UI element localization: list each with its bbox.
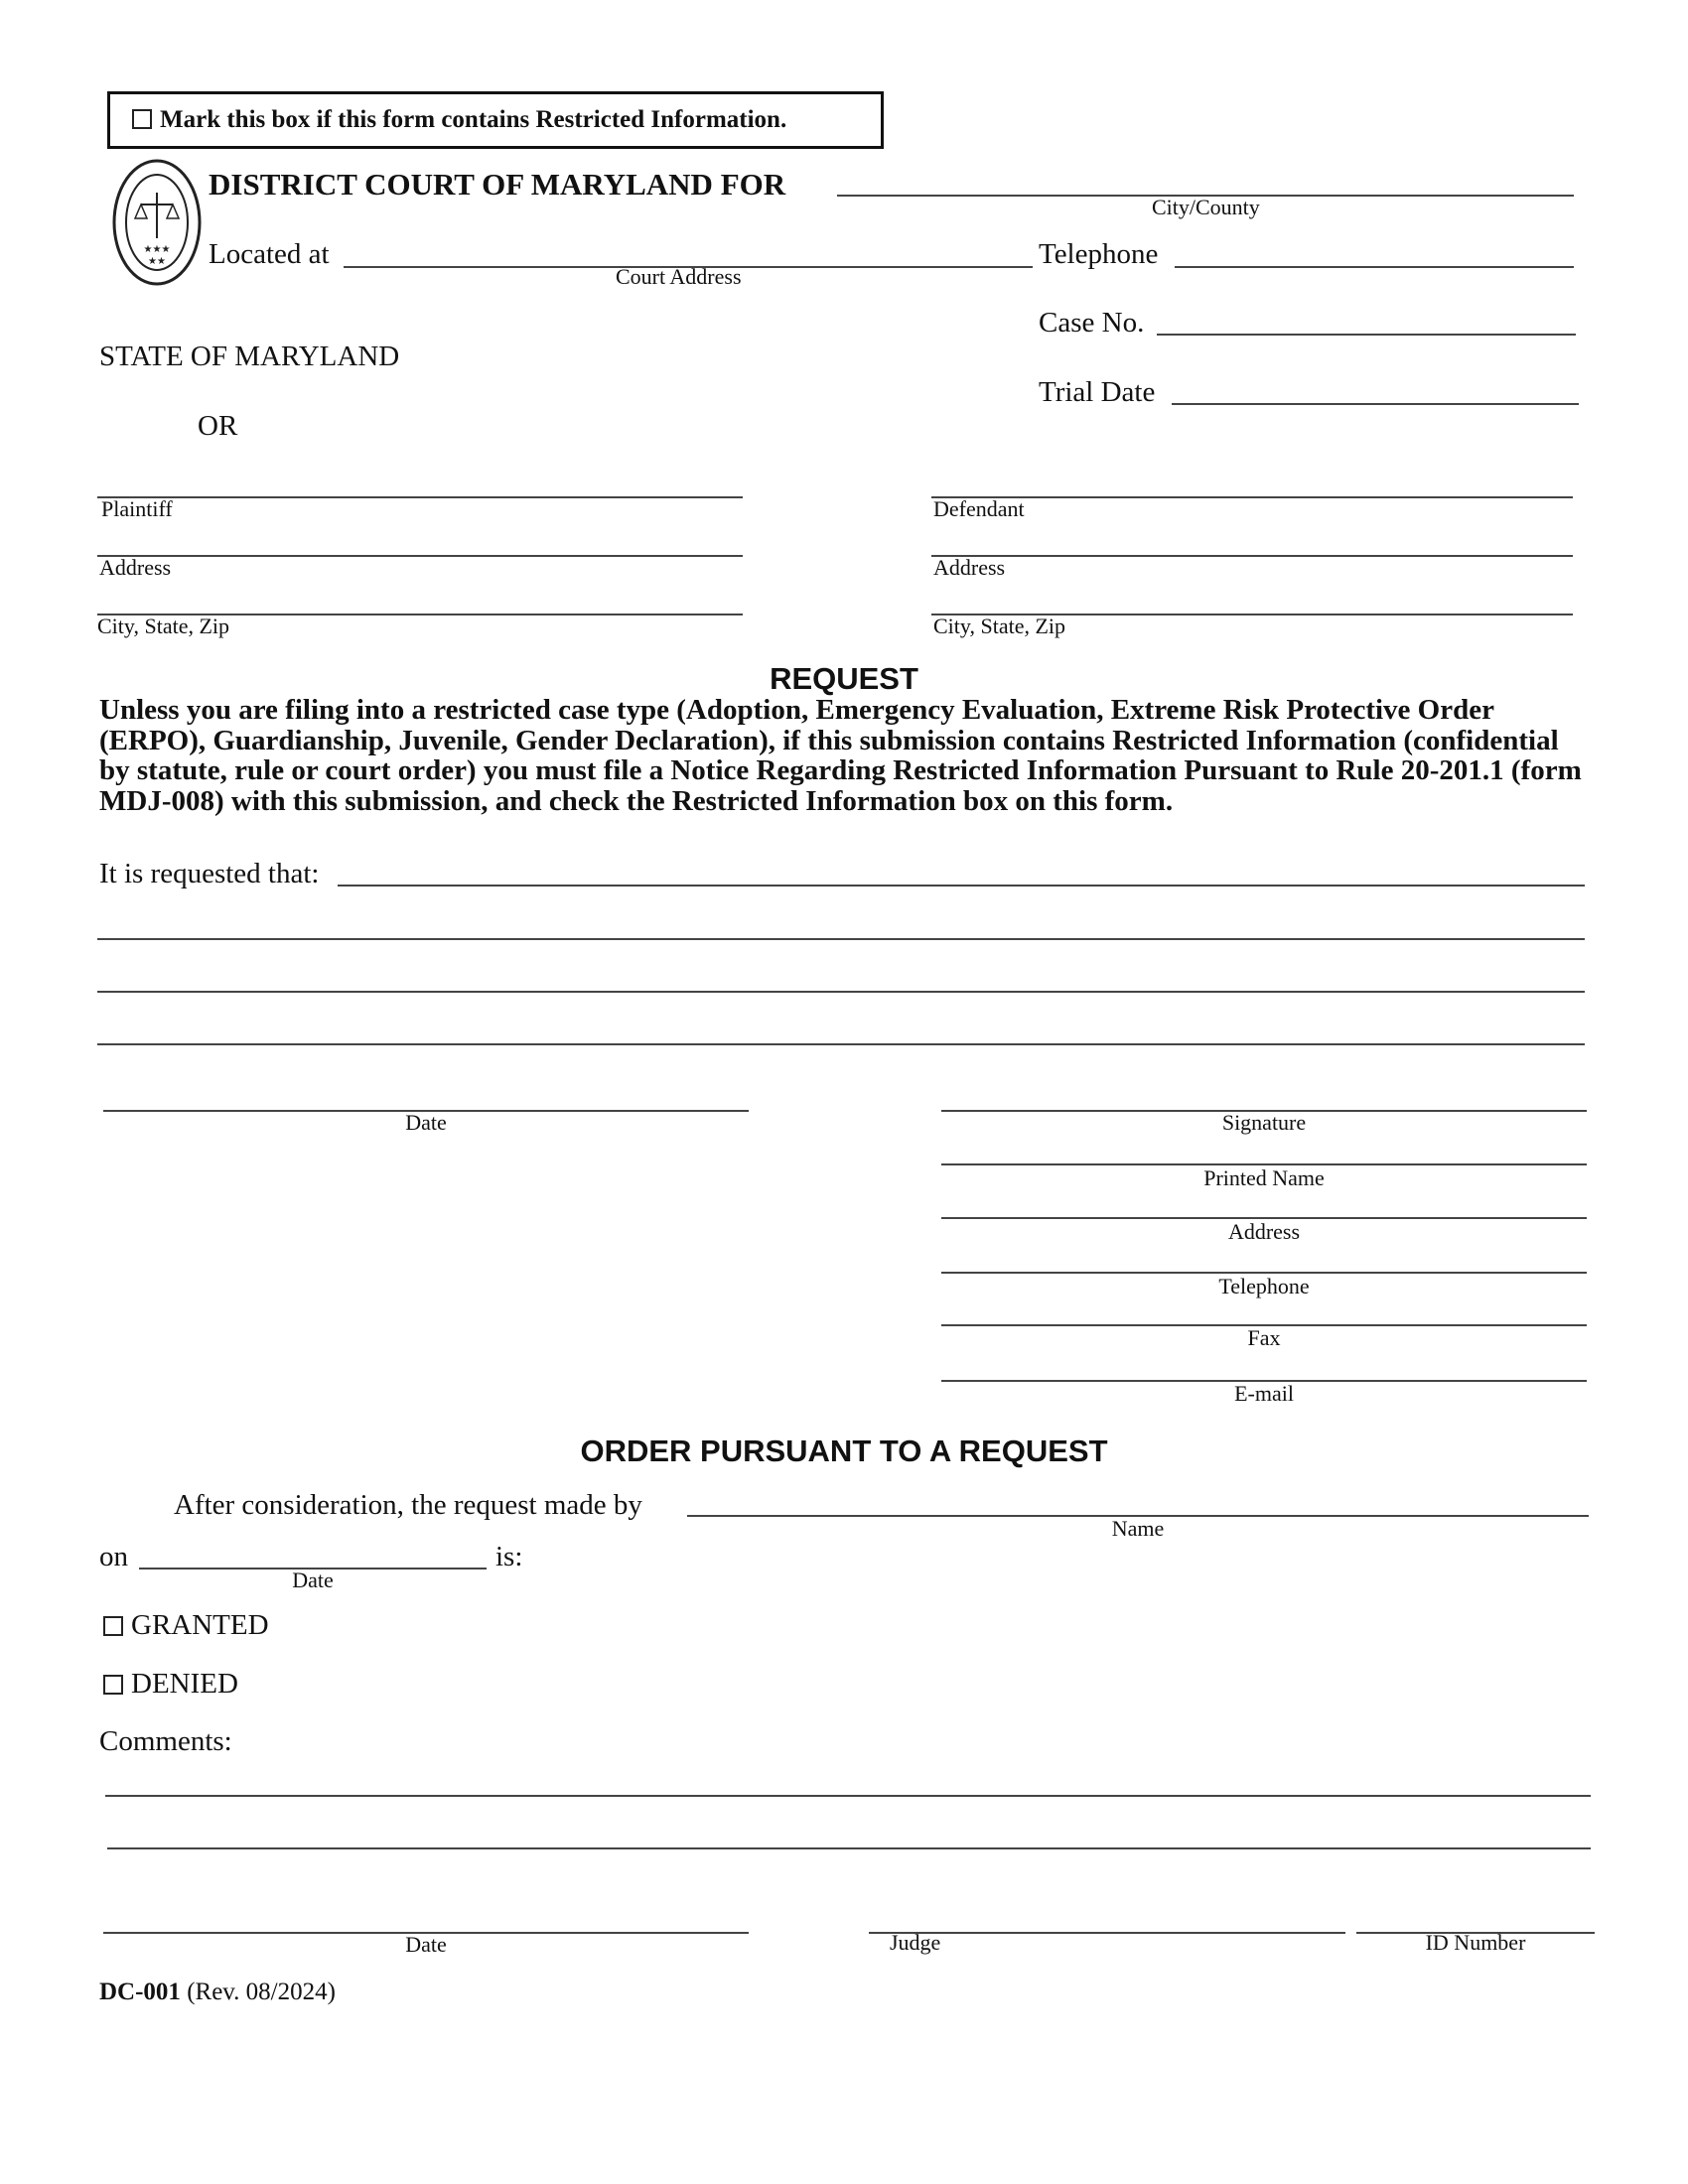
defendant-address-label: Address bbox=[933, 555, 1006, 580]
order-date-label: Date bbox=[292, 1568, 334, 1592]
telephone-label: Telephone bbox=[1039, 238, 1159, 270]
trial-date-label: Trial Date bbox=[1039, 376, 1156, 408]
svg-text:★★★: ★★★ bbox=[143, 244, 171, 255]
on-label: on bbox=[99, 1541, 128, 1572]
defendant-csz-label: City, State, Zip bbox=[933, 614, 1066, 638]
form-footer bbox=[99, 1979, 336, 2006]
court-seal-logo bbox=[111, 157, 203, 288]
granted-checkbox[interactable] bbox=[103, 1609, 269, 1642]
address-label: Address bbox=[1227, 1219, 1301, 1244]
request-line-3[interactable] bbox=[97, 991, 1585, 993]
form-revision: (Rev. 08/2024) bbox=[187, 1979, 336, 2005]
telephone-input-line[interactable] bbox=[1175, 266, 1574, 268]
request-date-label: Date bbox=[405, 1110, 447, 1135]
judge-label: Judge bbox=[890, 1930, 941, 1955]
order-heading: ORDER PURSUANT TO A REQUEST bbox=[580, 1433, 1108, 1468]
telephone-sig-label: Telephone bbox=[1218, 1274, 1310, 1298]
svg-text:★★: ★★ bbox=[148, 256, 166, 267]
defendant-input-line[interactable] bbox=[931, 496, 1573, 498]
plaintiff-csz-label: City, State, Zip bbox=[97, 614, 230, 638]
denied-checkbox-icon bbox=[103, 1675, 123, 1695]
id-number-label: ID Number bbox=[1425, 1930, 1526, 1955]
requested-label: It is requested that: bbox=[99, 858, 320, 889]
restricted-checkbox-icon bbox=[132, 109, 152, 129]
judge-date-label: Date bbox=[405, 1932, 447, 1957]
state-of-maryland: STATE OF MARYLAND bbox=[99, 341, 400, 372]
case-no-label: Case No. bbox=[1039, 307, 1145, 339]
requester-name-label: Name bbox=[1111, 1516, 1165, 1541]
defendant-label: Defendant bbox=[933, 496, 1025, 521]
granted-label: GRANTED bbox=[131, 1609, 269, 1641]
plaintiff-label: Plaintiff bbox=[101, 496, 173, 521]
email-label: E-mail bbox=[1234, 1381, 1294, 1406]
case-no-input-line[interactable] bbox=[1157, 334, 1576, 336]
fax-label: Fax bbox=[1247, 1325, 1281, 1350]
plaintiff-address-input-line[interactable] bbox=[97, 555, 743, 557]
restricted-info-notice: Unless you are filing into a restricted case type (Adoption, Emergency Evaluation, Extreme Risk Protective Order (ERPO), Guardianship, Juvenile, Gender Declaration), if this submission contains Restricted Information (confidential by statute, rule or court order) you must file a Notice Regarding Restricted Information Pursuant to Rule 20-201.1 (form MDJ-008) with this submission, and check the Restricted Information box on this form. bbox=[99, 694, 1582, 817]
located-at-label: Located at bbox=[209, 238, 330, 270]
denied-label: DENIED bbox=[131, 1668, 238, 1700]
denied-checkbox[interactable] bbox=[103, 1668, 238, 1701]
court-address-label: Court Address bbox=[616, 264, 742, 289]
request-line-2[interactable] bbox=[97, 938, 1585, 940]
request-heading: REQUEST bbox=[770, 661, 918, 696]
request-line-4[interactable] bbox=[97, 1043, 1585, 1045]
granted-checkbox-icon bbox=[103, 1616, 123, 1636]
comments-label: Comments: bbox=[99, 1725, 232, 1757]
plaintiff-address-label: Address bbox=[99, 555, 172, 580]
comments-line-2[interactable] bbox=[107, 1847, 1591, 1849]
court-title: DISTRICT COURT OF MARYLAND FOR bbox=[209, 167, 786, 202]
is-label: is: bbox=[495, 1541, 523, 1572]
consideration-label: After consideration, the request made by bbox=[174, 1489, 642, 1521]
plaintiff-input-line[interactable] bbox=[97, 496, 743, 498]
printed-name-label: Printed Name bbox=[1203, 1165, 1325, 1190]
city-county-label: City/County bbox=[1152, 195, 1260, 219]
trial-date-input-line[interactable] bbox=[1172, 403, 1579, 405]
restricted-info-checkbox[interactable] bbox=[107, 91, 884, 149]
comments-line-1[interactable] bbox=[105, 1795, 1591, 1797]
request-line-1[interactable] bbox=[338, 885, 1585, 887]
or-label: OR bbox=[198, 410, 238, 442]
form-number: DC-001 bbox=[99, 1979, 181, 2005]
restricted-label: Mark this box if this form contains Restricted Information. bbox=[160, 106, 787, 133]
signature-label: Signature bbox=[1221, 1110, 1307, 1135]
defendant-address-input-line[interactable] bbox=[931, 555, 1573, 557]
